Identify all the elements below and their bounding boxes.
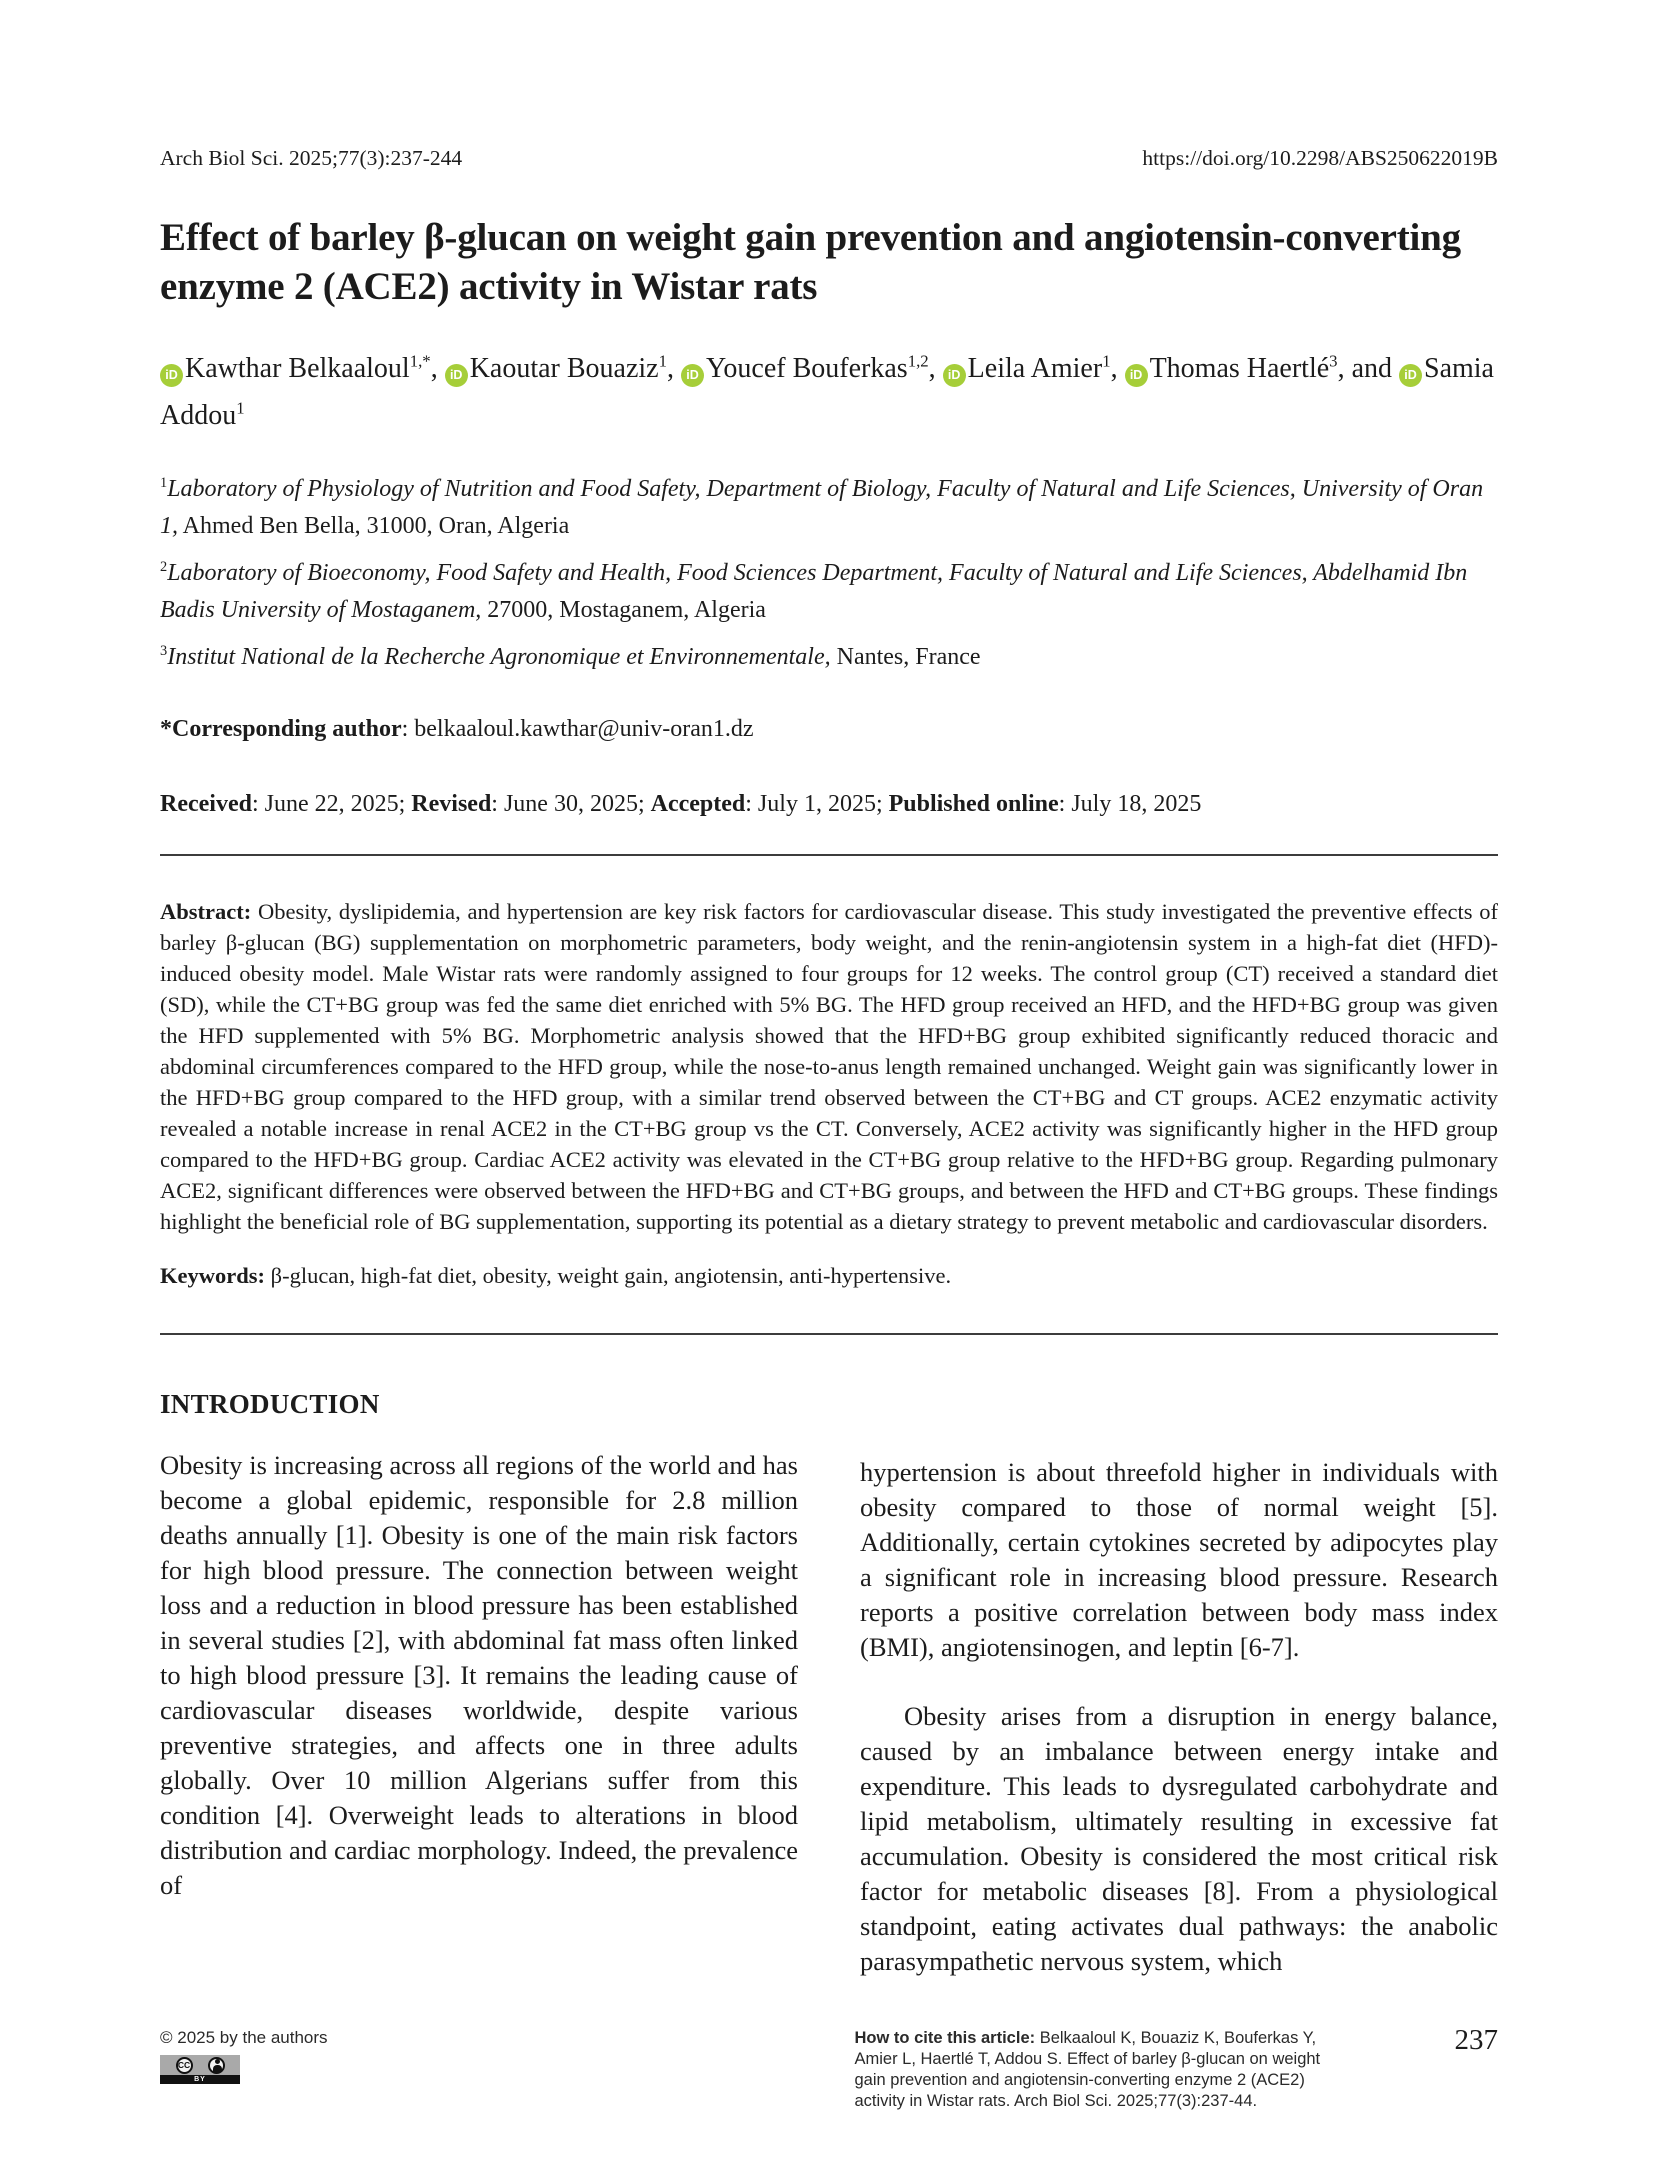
author-separator: , [928, 353, 943, 384]
attribution-person-icon [208, 2057, 225, 2074]
revised-value: : June 30, 2025; [491, 791, 651, 817]
affiliation-list [160, 471, 1498, 676]
author-affiliation-marker: 3 [1329, 351, 1338, 371]
footer-copyright-block [160, 2028, 793, 2084]
introduction-paragraph-right-2: Obesity arises from a disruption in energy balance, caused by an imbalance between energy intake and expenditure. This leads to dysregulated carbohydrate and lipid metabolism, ultimately resulting in excessive fat accumulation. Obesity is considered the most critical risk factor for metabolic diseases [8]. From a physiological standpoint, eating activates dual pathways: the anabolic parasympathetic nervous system, which [860, 1701, 1498, 1976]
published-label: Published online [888, 791, 1059, 817]
accepted-value: : July 1, 2025; [745, 791, 889, 817]
cc-by-label: BY [160, 2075, 240, 2084]
keywords [160, 1263, 1498, 1289]
citation-text: Belkaaloul K, Bouaziz K, Bouferkas Y, Amier L, Haertlé T, Addou S. Effect of barley β-glucan on weight gain prevention and angiotensin-converting enzyme 2 (ACE2) activity in Wistar rats. Arch Biol Sci. 2025;77(3):237-44. [854, 2029, 1321, 2110]
author [929, 353, 1111, 384]
author-separator: , [1110, 353, 1125, 384]
affiliation-institution: Laboratory of Physiology of Nutrition and Food Safety, Department of Biology, Faculty of Natural and Life Sciences, University of Oran 1, [160, 476, 1484, 539]
page-footer [160, 2024, 1498, 2112]
author-separator: , and [1337, 353, 1399, 384]
author-affiliation-marker: 1 [658, 351, 667, 371]
keywords-label: Keywords: [160, 1263, 265, 1288]
cc-badge-icons [160, 2055, 240, 2075]
right-column [860, 1389, 1498, 1979]
author [1111, 353, 1338, 384]
author-name: Leila Amier [967, 353, 1103, 384]
affiliation-number: 1 [160, 475, 168, 491]
citation-label: How to cite this article: [854, 2029, 1036, 2047]
author-affiliation-marker: 1,* [409, 351, 431, 371]
author-name: Samia Addou [160, 353, 1494, 431]
received-value: : June 22, 2025; [251, 791, 412, 817]
citation [855, 2028, 1355, 2112]
article-title: Effect of barley β-glucan on weight gain prevention and angiotensin-converting enzyme 2 (ACE2) activity in Wistar rats [160, 216, 1461, 308]
author [667, 353, 929, 384]
introduction-heading: INTRODUCTION [160, 1389, 380, 1419]
affiliation-address: Nantes, France [830, 644, 981, 670]
received-label: Received [160, 791, 252, 817]
orcid-icon[interactable]: iD [445, 364, 468, 387]
orcid-icon[interactable]: iD [1125, 364, 1148, 387]
journal-reference: Arch Biol Sci. 2025;77(3):237-244 [160, 146, 463, 170]
left-column [160, 1389, 798, 1979]
keywords-text: β-glucan, high-fat diet, obesity, weight gain, angiotensin, anti-hypertensive. [265, 1263, 952, 1288]
published-value: : July 18, 2025 [1058, 791, 1202, 817]
creative-commons-icon: CC [176, 2057, 193, 2074]
affiliation [160, 639, 1498, 676]
abstract-label: Abstract: [160, 899, 252, 924]
doi-link[interactable]: https://doi.org/10.2298/ABS250622019B [1142, 146, 1498, 170]
author-name: Thomas Haertlé [1149, 353, 1330, 384]
page-number: 237 [1454, 2024, 1498, 2056]
cc-by-license-badge[interactable] [160, 2055, 240, 2084]
corresponding-colon: : [401, 716, 415, 742]
introduction-paragraph-left: Obesity is increasing across all regions of the world and has become a global epidemic, responsible for 2.8 million deaths annually [1]. Obesity is one of the main risk factors for high blood pressure. The connection between weight loss and a reduction in blood pressure has been established in several studies [2], with abdominal fat mass often linked to high blood pressure [3]. It remains the leading cause of cardiovascular diseases worldwide, despite various preventive strategies, and affects one in three adults globally. Over 10 million Algerians suffer from this condition [4]. Overweight leads to alterations in blood distribution and cardiac morphology. Indeed, the prevalence of [160, 1450, 798, 1900]
abstract [160, 896, 1498, 1237]
affiliation [160, 471, 1498, 545]
author [160, 353, 431, 384]
affiliation-institution: Institut National de la Recherche Agronomique et Environnementale, [167, 644, 831, 670]
abstract-text: Obesity, dyslipidemia, and hypertension are key risk factors for cardiovascular disease. This study investigated the preventive effects of barley β-glucan (BG) supplementation on morphometric parameters, body weight, and the renin-angiotensin system in a high-fat diet (HFD)-induced obesity model. Male Wistar rats were randomly assigned to four groups for 12 weeks. The control group (CT) received a standard diet (SD), while the CT+BG group was fed the same diet enriched with 5% BG. The HFD group received an HFD, and the HFD+BG group was given the HFD supplemented with 5% BG. Morphometric analysis showed that the HFD+BG group exhibited significantly reduced thoracic and abdominal circumferences compared to the HFD group, while the nose-to-anus length remained unchanged. Weight gain was significantly lower in the HFD+BG group compared to the HFD group, with a similar trend observed between the CT+BG and CT groups. ACE2 enzymatic activity revealed a notable increase in renal ACE2 in the CT+BG group vs the CT. Conversely, ACE2 activity was significantly higher in the HFD group compared to the HFD+BG group. Cardiac ACE2 activity was elevated in the CT+BG group relative to the HFD+BG group. Regarding pulmonary ACE2, significant differences were observed between the HFD+BG and CT+BG groups, and between the HFD and CT+BG groups. These findings highlight the beneficial role of BG supplementation, supporting its potential as a dietary strategy to prevent metabolic and cardiovascular disorders. [160, 899, 1498, 1234]
author-name: Kaoutar Bouaziz [469, 353, 659, 384]
affiliation-institution: Laboratory of Bioeconomy, Food Safety and Health, Food Sciences Department, Faculty of Natural and Life Sciences, Abdelhamid Ibn Badis University of Mostaganem, [160, 560, 1468, 623]
accepted-label: Accepted [650, 791, 746, 817]
corresponding-author-label: *Corresponding author [160, 716, 402, 742]
author [431, 353, 667, 384]
affiliation-address: Ahmed Ben Bella, 31000, Oran, Algeria [178, 513, 570, 539]
introduction-paragraph-right-1: hypertension is about threefold higher in individuals with obesity compared to those of normal weight [5]. Additionally, certain cytokines secreted by adipocytes play a significant role in increasing blood pressure. Research reports a positive correlation between body mass index (BMI), angiotensinogen, and leptin [6-7]. [860, 1457, 1498, 1662]
affiliation [160, 555, 1498, 629]
affiliation-number: 2 [160, 559, 168, 575]
author-list [160, 345, 1498, 439]
footer-citation-block [854, 2024, 1499, 2112]
affiliation-address: 27000, Mostaganem, Algeria [481, 597, 766, 623]
orcid-icon[interactable]: iD [160, 364, 183, 387]
copyright-notice: © 2025 by the authors [160, 2028, 328, 2047]
author-name: Youcef Bouferkas [706, 353, 908, 384]
orcid-icon[interactable]: iD [1399, 364, 1422, 387]
author-affiliation-marker: 1,2 [907, 351, 929, 371]
corresponding-email[interactable]: belkaaloul.kawthar@univ-oran1.dz [414, 716, 754, 742]
revised-label: Revised [411, 791, 492, 817]
divider-keywords [160, 1333, 1498, 1335]
orcid-icon[interactable]: iD [681, 364, 704, 387]
page-header [160, 146, 1498, 171]
divider-top [160, 854, 1498, 856]
author-separator: , [667, 353, 681, 384]
introduction-section [160, 1389, 1498, 1979]
author-separator: , [430, 353, 445, 384]
affiliation-number: 3 [160, 643, 168, 659]
corresponding-author [160, 716, 1498, 743]
orcid-icon[interactable]: iD [943, 364, 966, 387]
article-dates [160, 791, 1498, 818]
author-name: Kawthar Belkaaloul [185, 353, 410, 384]
author-affiliation-marker: 1 [1102, 351, 1111, 371]
author-affiliation-marker: 1 [236, 398, 245, 418]
